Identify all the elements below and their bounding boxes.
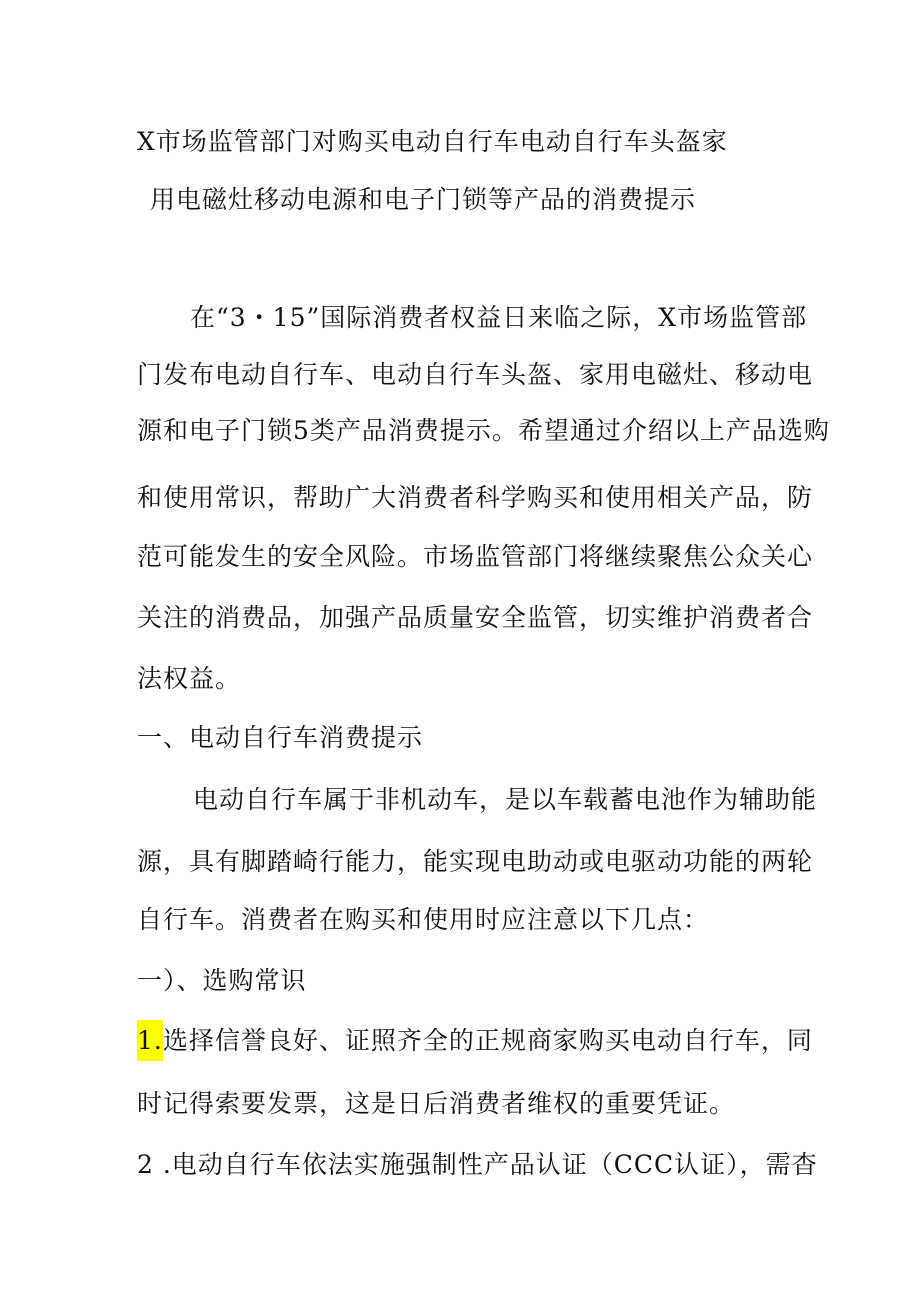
subsection-heading-purchase-tips: 一）、选购常识: [137, 966, 307, 995]
document-title-line-1: X市场监管部门对购买电动自行车电动自行车头盔家: [137, 127, 728, 156]
list-item-1-text: 选择信誉良好、证照齐全的正规商家购买电动自行车，同: [162, 1026, 813, 1055]
intro-paragraph-line-5: 范可能发生的安全风险。市场监管部门将继续聚焦公众关心: [137, 542, 814, 571]
section1-paragraph-line-1: 电动自行车属于非机动车，是以车载蓄电池作为辅助能: [193, 785, 818, 814]
document-title-line-2: 用电磁灶移动电源和电子门锁等产品的消费提示: [150, 185, 697, 214]
section1-paragraph-line-2: 源，具有脚踏崎行能力，能实现电助动或电驱动功能的两轮: [137, 847, 814, 876]
intro-paragraph-line-7: 法权益。: [137, 664, 242, 693]
list-item-1-line-2: 时记得索要发票，这是日后消费者维权的重要凭证。: [137, 1089, 736, 1118]
section-heading-electric-bicycle: 一、电动自行车消费提示: [137, 723, 424, 752]
list-item-2-line-1: 2 .电动自行车依法实施强制性产品认证（CCC认证），需杳: [137, 1150, 818, 1179]
intro-paragraph-line-4: 和使用常识，帮助广大消费者科学购买和使用相关产品，防: [137, 483, 814, 512]
intro-paragraph-line-6: 关注的消费品，加强产品质量安全监管，切实维护消费者合: [137, 603, 814, 632]
section1-paragraph-line-3: 自行车。消费者在购买和使用时应注意以下几点：: [137, 905, 710, 934]
intro-paragraph-line-2: 门发布电动自行车、电动自行车头盔、家用电磁灶、移动电: [137, 360, 814, 389]
list-item-1-number-highlight: 1.: [137, 1020, 163, 1061]
intro-paragraph-line-1: 在“3・15”国际消费者权益日来临之际，X市场监管部: [190, 303, 808, 332]
intro-paragraph-line-3: 源和电子门锁5类产品消费提示。希望通过介绍以上产品选购: [137, 416, 830, 445]
list-item-1-line-1: [137, 1025, 813, 1057]
